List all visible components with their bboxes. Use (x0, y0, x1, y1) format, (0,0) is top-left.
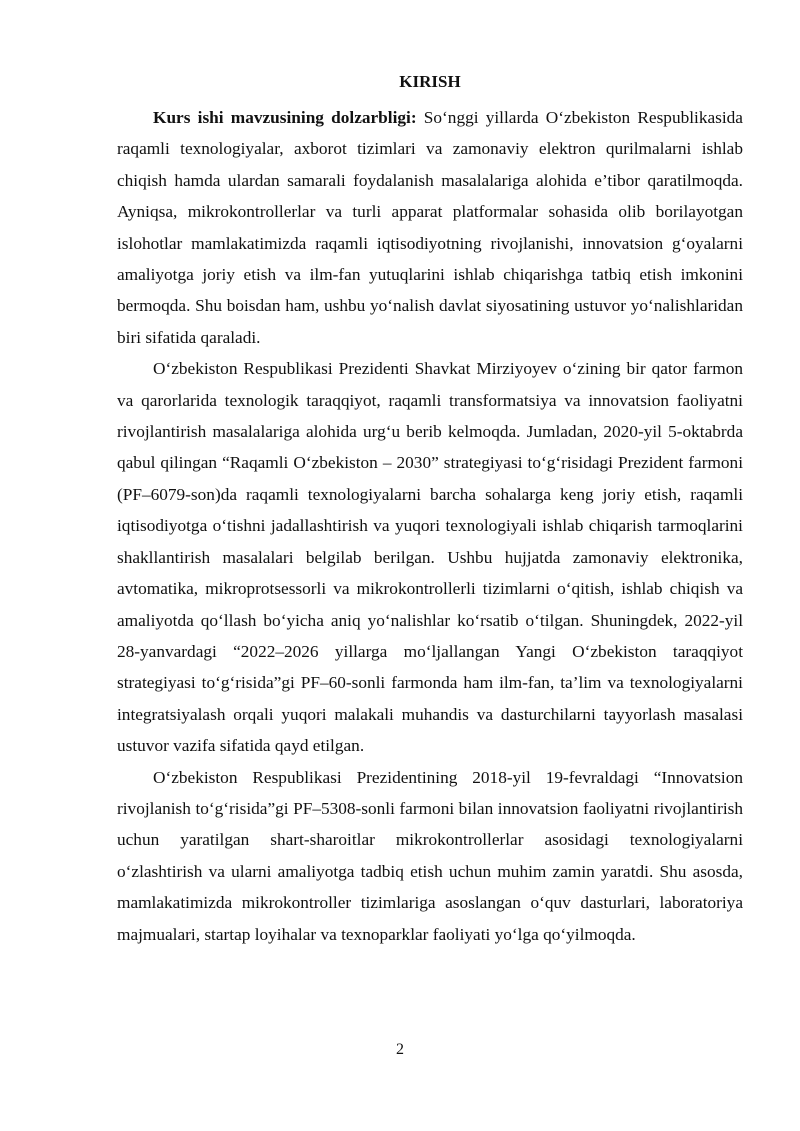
paragraph-presidential-decrees (117, 353, 743, 761)
paragraph-lead-bold: Kurs ishi mavzusining dolzarbligi: (153, 108, 417, 127)
paragraph-innovation-decree (117, 762, 743, 950)
section-heading: KIRISH (399, 72, 461, 91)
paragraph-relevance (117, 102, 743, 353)
paragraph-text: O‘zbekiston Respublikasi Prezidenti Shavkat Mirziyoyev o‘zining bir qator farmon va qarorlarida texnologik taraqqiyot, raqamli transformatsiya va innovatsion faoliyatni rivojlantirish masalalariga alohida urg‘u berib kelmoqda. Jumladan, 2020-yil 5-oktabrda qabul qilingan “Raqamli O‘zbekiston – 2030” strategiyasi to‘g‘risidagi Prezident farmoni (PF–6079-son)da raqamli texnologiyalarni barcha sohalarga keng joriy etish, raqamli iqtisodiyotga o‘tishni jadallashtirish va yuqori texnologiyali ishlab chiqarish tarmoqlarini shakllantirish masalalari belgilab berilgan. Ushbu hujjatda zamonaviy elektronika, avtomatika, mikroprotsessorli va mikrokontrollerli tizimlarni o‘qitish, ishlab chiqish va amaliyotda qo‘llash bo‘yicha aniq yo‘nalishlar ko‘rsatib o‘tilgan. Shuningdek, 2022-yil 28-yanvardagi “2022–2026 yillarga mo‘ljallangan Yangi O‘zbekiston taraqqiyot strategiyasi to‘g‘risida”gi PF–60-sonli farmonda ham ilm-fan, ta’lim va texnologiyalarni integratsiyalash orqali yuqori malakali muhandis va dasturchilarni tayyorlash masalasi ustuvor vazifa sifatida qayd etilgan. (117, 359, 743, 756)
paragraph-text: So‘nggi yillarda O‘zbekiston Respublikasida raqamli texnologiyalar, axborot tizimlari va zamonaviy elektron qurilmalarni ishlab chiqish hamda ulardan samarali foydalanish masalalariga alohida e’tibor qaratilmoqda. Ayniqsa, mikrokontrollerlar va turli apparat platformalar sohasida olib borilayotgan islohotlar mamlakatimizda raqamli iqtisodiyotning rivojlanishi, innovatsion g‘oyalarni amaliyotga joriy etish va ilm-fan yutuqlarini ishlab chiqarishga tatbiq etish imkonini bermoqda. Shu boisdan ham, ushbu yo‘nalish davlat siyosatining ustuvor yo‘nalishlaridan biri sifatida qaraladi. (117, 108, 743, 347)
page-number: 2 (396, 1041, 404, 1058)
document-page (117, 72, 743, 950)
paragraph-text: O‘zbekiston Respublikasi Prezidentining 2018-yil 19-fevraldagi “Innovatsion rivojlanish to‘g‘risida”gi PF–5308-sonli farmoni bilan innovatsion faoliyatni rivojlantirish uchun yaratilgan shart-sharoitlar mikrokontrollerlar asosidagi texnologiyalarni o‘zlashtirish va ularni amaliyotga tadbiq etish uchun muhim zamin yaratdi. Shu asosda, mamlakatimizda mikrokontroller tizimlariga asoslangan o‘quv dasturlari, laboratoriya majmualari, startap loyihalar va texnoparklar faoliyati yo‘lga qo‘yilmoqda. (117, 767, 743, 944)
